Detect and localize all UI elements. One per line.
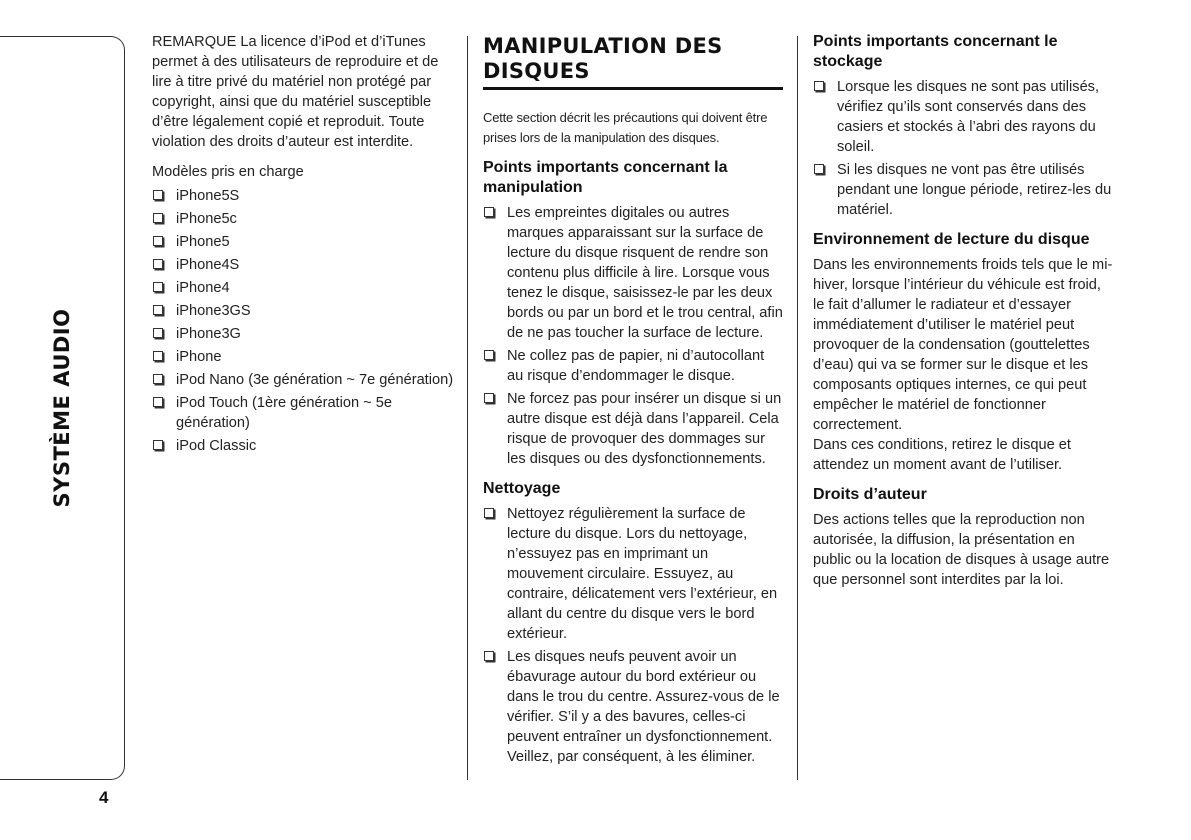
list-item-text: Si les disques ne vont pas être utilisés pendant une longue période, retirez-les du matériel. <box>837 162 1112 218</box>
checkbox-bullet-icon <box>153 213 163 223</box>
list-item-text: iPhone <box>176 349 222 365</box>
checkbox-bullet-icon <box>153 374 163 384</box>
environment-text-2: Dans ces conditions, retirez le disque et attendez un moment avant de l’utiliser. <box>813 437 1071 473</box>
environment-text: Dans les environnements froids tels que le mi-hiver, lorsque l’intérieur du véhicule est froid, le fait d’allumer le radiateur et d’essayer immédiatement d’utiliser le matériel peut provoquer de la condensation (gouttelettes d’eau) qui va se former sur le disque et les composants optiques internes, ce qui peut empêcher le matériel de fonctionner correctement. <box>813 257 1113 433</box>
list-item <box>152 370 460 390</box>
list-item-text: iPhone3G <box>176 326 241 342</box>
checkbox-bullet-icon <box>153 282 163 292</box>
list-item <box>152 393 460 433</box>
list-item <box>152 347 460 367</box>
list-item <box>152 255 460 275</box>
list-item <box>152 232 460 252</box>
storage-heading: Points importants concernant le stockage <box>813 33 1058 70</box>
page-title: MANIPULATION DES DISQUES <box>483 34 783 90</box>
storage-list <box>813 77 1113 220</box>
checkbox-bullet-icon <box>153 236 163 246</box>
checkbox-bullet-icon <box>484 350 494 360</box>
list-item-text: iPhone5 <box>176 234 230 250</box>
checkbox-bullet-icon <box>484 207 494 217</box>
list-item-text: iPod Classic <box>176 438 257 454</box>
checkbox-bullet-icon <box>484 393 494 403</box>
models-label: Modèles pris en charge <box>152 164 304 180</box>
checkbox-bullet-icon <box>153 259 163 269</box>
models-list <box>152 186 460 456</box>
checkbox-bullet-icon <box>153 328 163 338</box>
intro-text: Cette section décrit les précautions qui doivent être prises lors de la manipulation des disques. <box>483 110 768 145</box>
section-heading: Points importants concernant la manipulation <box>483 159 728 196</box>
list-item-text: iPod Touch (1ère génération ~ 5e génération) <box>176 395 392 431</box>
side-tab-title: SYSTÈME AUDIO <box>50 308 74 508</box>
checkbox-bullet-icon <box>814 81 824 91</box>
list-item-text: Ne collez pas de papier, ni d’autocollant au risque d’endommager le disque. <box>507 348 765 384</box>
section-list <box>483 203 783 469</box>
checkbox-bullet-icon <box>153 440 163 450</box>
list-item <box>813 77 1113 157</box>
list-item <box>152 324 460 344</box>
environment-heading: Environnement de lecture du disque <box>813 231 1090 248</box>
list-item-text: iPhone4S <box>176 257 240 273</box>
list-item-text: Lorsque les disques ne sont pas utilisés, vérifiez qu’ils sont conservés dans des casiers et stockés à l’abri des rayons du soleil. <box>837 79 1100 155</box>
list-item <box>483 203 783 343</box>
list-item-text: Les empreintes digitales ou autres marques apparaissant sur la surface de lecture du disque risquent de rendre son contenu plus difficile à lire. Lorsque vous tenez le disque, saisissez-le par les deux bords ou par un bord et le trou central, afin de ne pas toucher la surface de lecture. <box>507 205 783 341</box>
list-item-text: iPod Nano (3e génération ~ 7e génération) <box>176 372 454 388</box>
column-1 <box>152 32 460 462</box>
list-item-text: Les disques neufs peuvent avoir un ébavurage autour du bord extérieur ou dans le trou du centre. Assurez-vous de le vérifier. S’il y a des bavures, celles-ci peuvent entraîner un dysfonctionnement. Veillez, par conséquent, à les éliminer. <box>507 649 780 765</box>
list-item <box>483 504 783 644</box>
section-list <box>483 504 783 767</box>
column-3 <box>813 32 1113 600</box>
list-item <box>152 186 460 206</box>
licence-note: REMARQUE La licence d’iPod et d’iTunes permet à des utilisateurs de reproduire et de lire à titre privé du matériel non protégé par copyright, ainsi que du matériel susceptible d’être légalement copié et reproduit. Toute violation des droits d’auteur est interdite. <box>152 34 439 150</box>
list-item <box>483 389 783 469</box>
list-item <box>152 301 460 321</box>
list-item <box>152 209 460 229</box>
checkbox-bullet-icon <box>484 508 494 518</box>
column-divider <box>797 36 798 780</box>
checkbox-bullet-icon <box>153 351 163 361</box>
list-item <box>152 436 460 456</box>
column-divider <box>467 36 468 780</box>
list-item-text: Ne forcez pas pour insérer un disque si un autre disque est déjà dans l’appareil. Cela risque de provoquer des dommages sur les disques ou des dysfonctionnements. <box>507 391 782 467</box>
section-heading: Nettoyage <box>483 480 561 497</box>
list-item <box>813 160 1113 220</box>
list-item-text: iPhone5S <box>176 188 240 204</box>
list-item-text: Nettoyez régulièrement la surface de lecture du disque. Lors du nettoyage, n’essuyez pas en imprimant un mouvement circulaire. Essuyez, au contraire, délicatement vers l’extérieur, en allant du centre du disque vers le bord extérieur. <box>507 506 778 642</box>
copyright-text: Des actions telles que la reproduction non autorisée, la diffusion, la présentation en public ou la location de disques à usage autre que personnel sont interdites par la loi. <box>813 512 1110 588</box>
list-item <box>483 346 783 386</box>
checkbox-bullet-icon <box>153 190 163 200</box>
page-number: 4 <box>99 788 109 807</box>
column-2 <box>483 32 783 773</box>
checkbox-bullet-icon <box>153 305 163 315</box>
list-item-text: iPhone4 <box>176 280 230 296</box>
list-item-text: iPhone5c <box>176 211 237 227</box>
checkbox-bullet-icon <box>484 651 494 661</box>
copyright-heading: Droits d’auteur <box>813 486 927 503</box>
list-item <box>152 278 460 298</box>
list-item-text: iPhone3GS <box>176 303 251 319</box>
list-item <box>483 647 783 767</box>
checkbox-bullet-icon <box>814 164 824 174</box>
checkbox-bullet-icon <box>153 397 163 407</box>
